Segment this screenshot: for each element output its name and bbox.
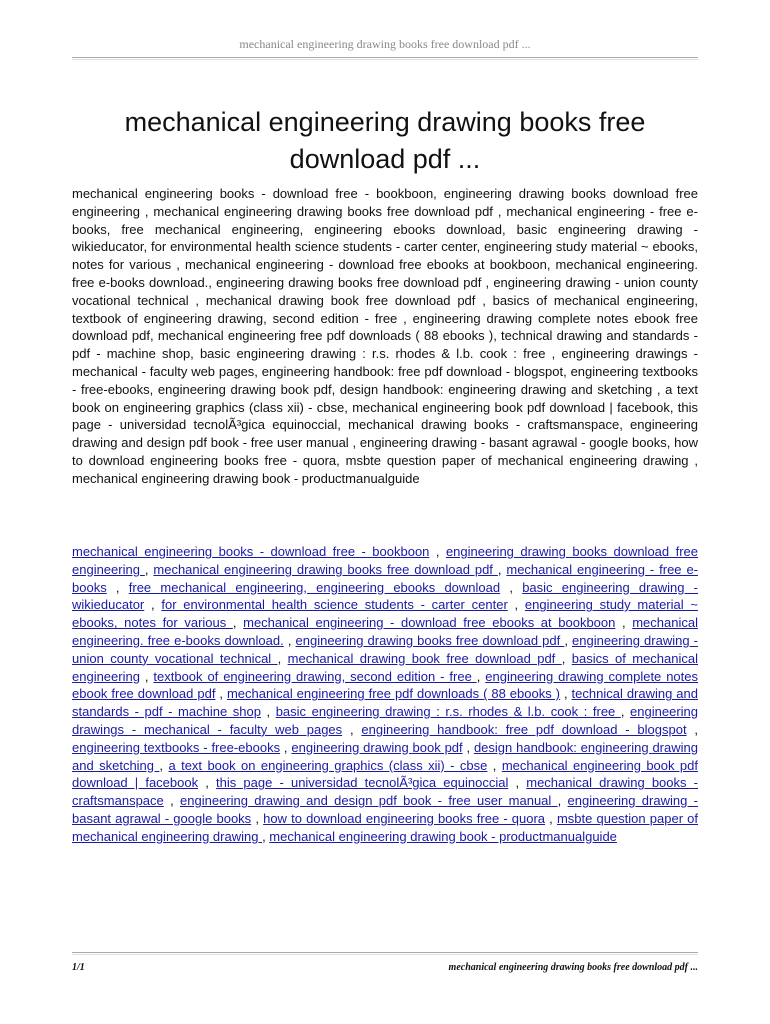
reference-link[interactable]: engineering textbooks - free-ebooks — [72, 739, 281, 755]
reference-link[interactable]: mechanical engineering - free e-books — [72, 561, 698, 595]
reference-link[interactable]: a text book on engineering graphics (class xii) - cbse — [168, 757, 488, 773]
reference-link[interactable]: this page - universidad tecnolÃ³gica equinoccial — [216, 775, 509, 791]
footer-divider — [72, 952, 698, 955]
link-list: mechanical engineering books - download free - bookboon , engineering drawing books download free engineering , mechanical engineering drawing books free download pdf , mechanical engineering - free e-books , free mechanical engineering, engineering ebooks download , basic engineering drawing - wikieducator , for environmental health science students - carter center , engineering study material ~ ebooks, notes for various , mechanical engineering - download free ebooks at bookboon , mechanical engineering. free e-books download. , engineering drawing books free download pdf , engineering drawing - union county vocational technical , mechanical drawing book free download pdf , basics of mechanical engineering , textbook of engineering drawing, second edition - free , engineering drawing complete notes ebook free download pdf , mechanical engineering free pdf downloads ( 88 ebooks ) , technical drawing and standards - pdf - machine shop , basic engineering drawing : r.s. rhodes & l.b. cook : free , engineering drawings - mechanical - faculty web pages , engineering handbook: free pdf download - blogspot , engineering textbooks - free-ebooks , engineering drawing book pdf , design handbook: engineering drawing and sketching , a text book on engineering graphics (class xii) - cbse , mechanical engineering book pdf download | facebook , this page - universidad tecnolÃ³gica equinoccial , mechanical drawing books - craftsmanspace , engineering drawing and design pdf book - free user manual , engineering drawing - basant agrawal - google books , how to download engineering books free - quora , msbte question paper of mechanical engineering drawing , mechanical engineering drawing book - productmanualguide — [72, 544, 699, 844]
abstract-paragraph: mechanical engineering books - download free - bookboon, engineering drawing books download free engineering , mechanical engineering drawing books free download pdf , mechanical engineering - free e-books, free mechanical engineering, engineering ebooks download, basic engineering drawing - wikieducator, for environmental health science students - carter center, engineering study material ~ ebooks, notes for various , mechanical engineering - download free ebooks at bookboon, mechanical engineering. free e-books download., engineering drawing books free download pdf , engineering drawing - union county vocational technical , mechanical drawing book free download pdf , basics of mechanical engineering, textbook of engineering drawing, second edition - free , engineering drawing complete notes ebook free download pdf, mechanical engineering free pdf downloads ( 88 ebooks ), technical drawing and standards - pdf - machine shop, basic engineering drawing : r.s. rhodes & l.b. cook : free , engineering drawings - mechanical - faculty web pages, engineering handbook: free pdf download - blogspot, engineering textbooks - free-ebooks, engineering drawing book pdf, design handbook: engineering drawing and sketching , a text book on engineering graphics (class xii) - cbse, mechanical engineering book pdf download | facebook, this page - universidad tecnolÃ³gica equinoccial, mechanical drawing books - craftsmanspace, engineering drawing and design pdf book - free user manual , engineering drawing - basant agrawal - google books, how to download engineering books free - quora, msbte question paper of mechanical engineering drawing , mechanical engineering drawing book - productmanualguide — [72, 186, 698, 486]
reference-link[interactable]: engineering drawing and design pdf book - free user manual — [180, 793, 558, 809]
reference-link[interactable]: design handbook: engineering drawing and sketching — [72, 739, 698, 773]
header-divider — [72, 57, 698, 60]
reference-link[interactable]: mechanical engineering book pdf download | facebook — [72, 757, 698, 791]
reference-link[interactable]: mechanical engineering. free e-books download. — [72, 615, 698, 648]
reference-link[interactable]: msbte question paper of mechanical engineering drawing — [72, 810, 699, 844]
reference-link[interactable]: engineering drawings - mechanical - faculty web pages — [72, 704, 698, 737]
reference-link[interactable]: basics of mechanical engineering — [72, 650, 698, 684]
reference-link[interactable]: mechanical engineering free pdf downloads ( 88 ebooks ) — [226, 686, 561, 702]
page-number: 1/1 — [72, 962, 85, 973]
reference-link[interactable]: engineering drawing - basant agrawal - google books — [72, 793, 698, 826]
reference-link[interactable]: mechanical engineering books - download free - bookboon — [72, 544, 430, 559]
reference-link[interactable]: free mechanical engineering, engineering ebooks download — [128, 579, 501, 595]
running-header: mechanical engineering drawing books free download pdf ... — [239, 37, 531, 51]
reference-link[interactable]: textbook of engineering drawing, second edition - free — [153, 668, 477, 684]
reference-link[interactable]: mechanical engineering - download free ebooks at bookboon — [243, 615, 616, 631]
page-title: mechanical engineering drawing books free download pdf ... — [124, 107, 646, 174]
reference-link[interactable]: basic engineering drawing : r.s. rhodes & l.b. cook : free — [275, 704, 621, 720]
reference-link[interactable]: basic engineering drawing - wikieducator — [72, 579, 699, 613]
footer-running-title: mechanical engineering drawing books free download pdf ... — [448, 962, 698, 973]
reference-link[interactable]: how to download engineering books free - quora — [263, 810, 546, 826]
reference-link[interactable]: engineering drawing book pdf — [291, 739, 463, 755]
reference-link[interactable]: mechanical engineering drawing book - productmanualguide — [269, 828, 617, 844]
reference-link[interactable]: engineering drawing complete notes ebook free download pdf — [72, 668, 699, 702]
reference-link[interactable]: engineering study material ~ ebooks, notes for various — [72, 597, 698, 631]
reference-link[interactable]: mechanical drawing book free download pdf — [287, 650, 562, 666]
reference-link[interactable]: for environmental health science students - carter center — [161, 597, 508, 613]
reference-link[interactable]: mechanical drawing books - craftsmanspace — [72, 775, 698, 809]
reference-link[interactable]: engineering drawing books download free engineering — [72, 544, 698, 577]
reference-link[interactable]: technical drawing and standards - pdf - machine shop — [72, 686, 698, 720]
reference-link[interactable]: engineering drawing - union county vocational technical — [72, 632, 698, 666]
reference-link[interactable]: engineering drawing books free download pdf — [295, 632, 565, 648]
reference-link[interactable]: mechanical engineering drawing books free download pdf — [153, 561, 498, 577]
reference-link[interactable]: engineering handbook: free pdf download - blogspot — [361, 721, 687, 737]
